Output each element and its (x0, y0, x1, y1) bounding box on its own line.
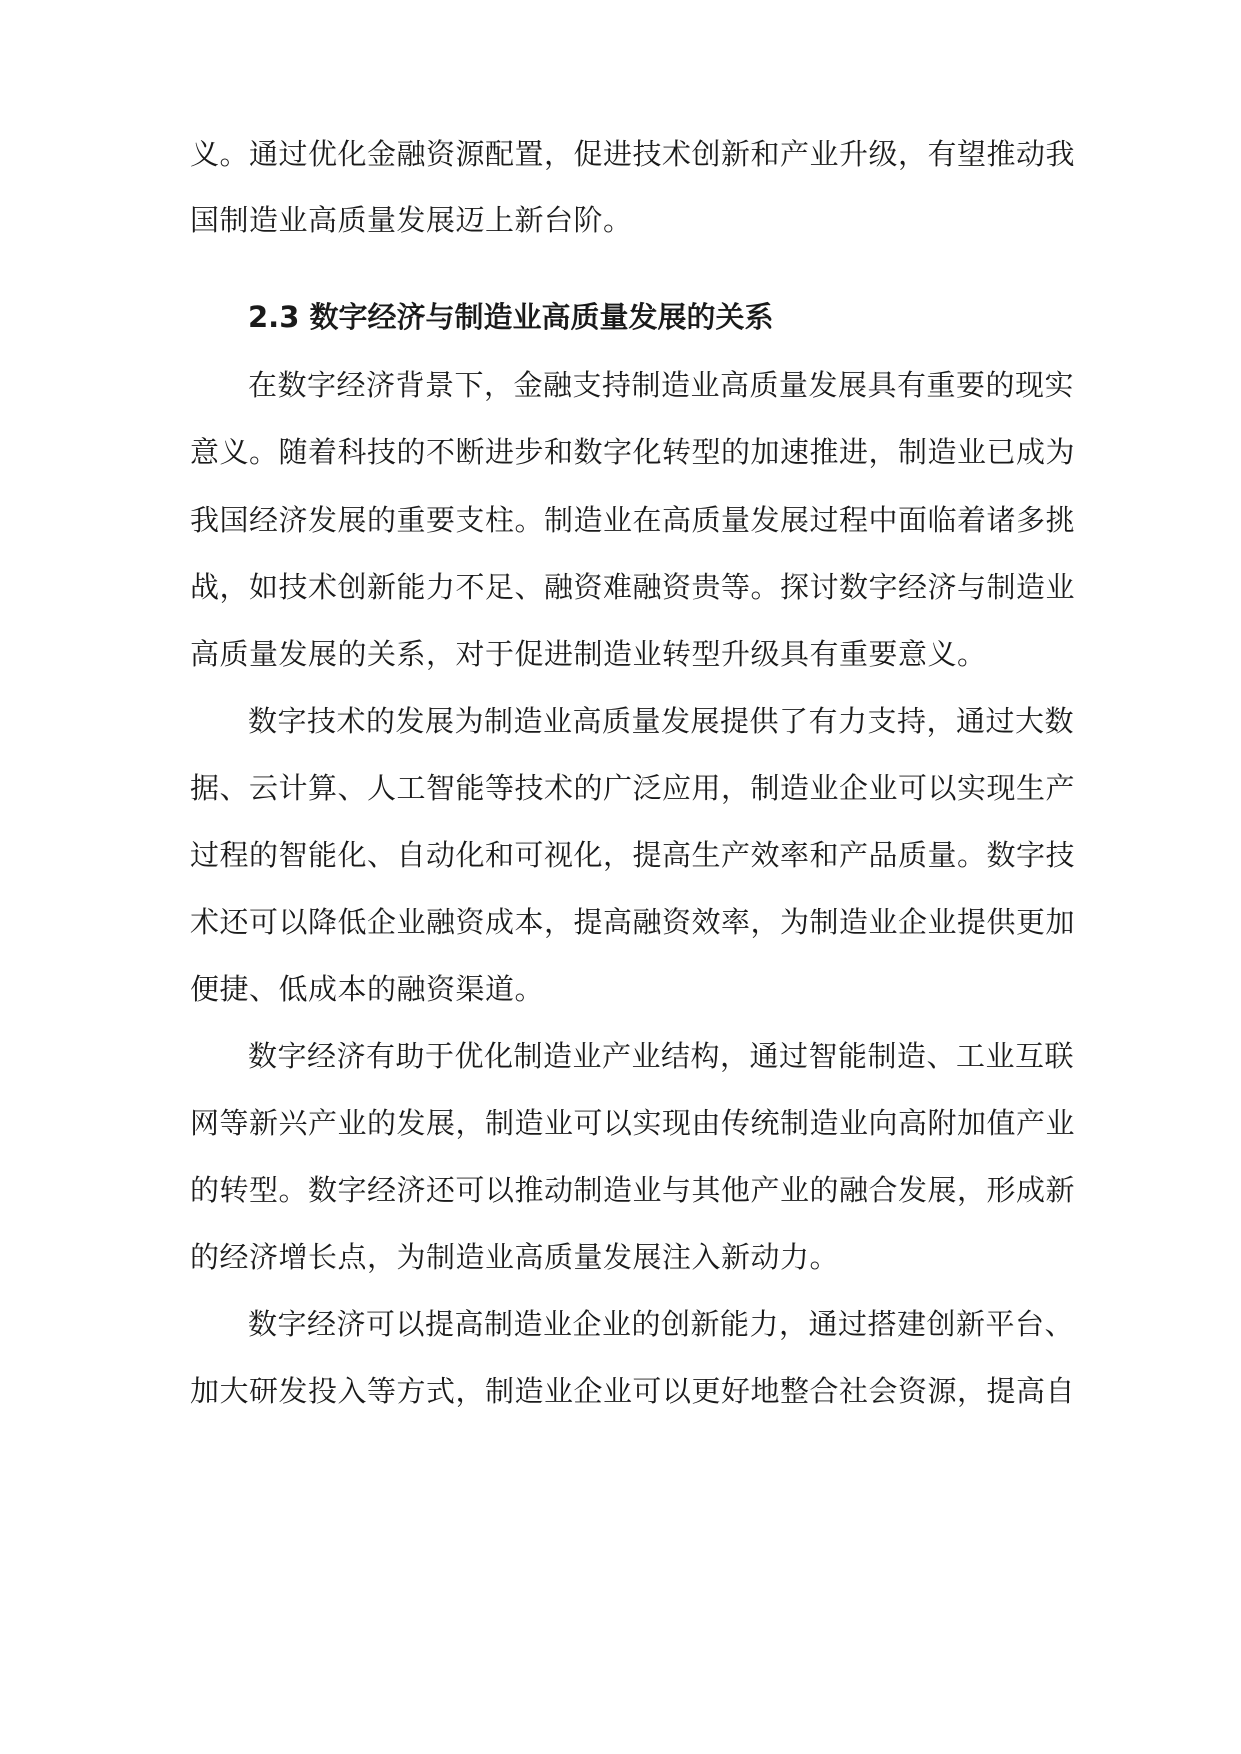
section-heading: 2.3 数字经济与制造业高质量发展的关系 (248, 300, 774, 334)
text-line: 过程的智能化、自动化和可视化，提高生产效率和产品质量。数字技 (190, 838, 1076, 872)
text-line: 术还可以降低企业融资成本，提高融资效率，为制造业企业提供更加 (190, 905, 1076, 939)
text-line: 网等新兴产业的发展，制造业可以实现由传统制造业向高附加值产业 (190, 1106, 1076, 1140)
text-line: 数字经济可以提高制造业企业的创新能力，通过搭建创新平台、 (248, 1307, 1075, 1341)
text-line: 意义。随着科技的不断进步和数字化转型的加速推进，制造业已成为 (190, 435, 1076, 469)
text-line: 战，如技术创新能力不足、融资难融资贵等。探讨数字经济与制造业 (190, 570, 1076, 604)
text-line: 数字技术的发展为制造业高质量发展提供了有力支持，通过大数 (248, 704, 1075, 738)
text-line: 义。通过优化金融资源配置，促进技术创新和产业升级，有望推动我 (190, 137, 1076, 171)
text-line: 我国经济发展的重要支柱。制造业在高质量发展过程中面临着诸多挑 (190, 503, 1076, 537)
text-line: 数字经济有助于优化制造业产业结构，通过智能制造、工业互联 (248, 1039, 1075, 1073)
text-line: 的经济增长点，为制造业高质量发展注入新动力。 (190, 1240, 840, 1274)
text-line: 据、云计算、人工智能等技术的广泛应用，制造业企业可以实现生产 (190, 771, 1076, 805)
text-line: 的转型。数字经济还可以推动制造业与其他产业的融合发展，形成新 (190, 1173, 1076, 1207)
text-line: 加大研发投入等方式，制造业企业可以更好地整合社会资源，提高自 (190, 1374, 1076, 1408)
text-line: 在数字经济背景下，金融支持制造业高质量发展具有重要的现实 (248, 368, 1075, 402)
text-line: 便捷、低成本的融资渠道。 (190, 972, 545, 1006)
text-line: 国制造业高质量发展迈上新台阶。 (190, 203, 633, 237)
text-line: 高质量发展的关系，对于促进制造业转型升级具有重要意义。 (190, 637, 987, 671)
